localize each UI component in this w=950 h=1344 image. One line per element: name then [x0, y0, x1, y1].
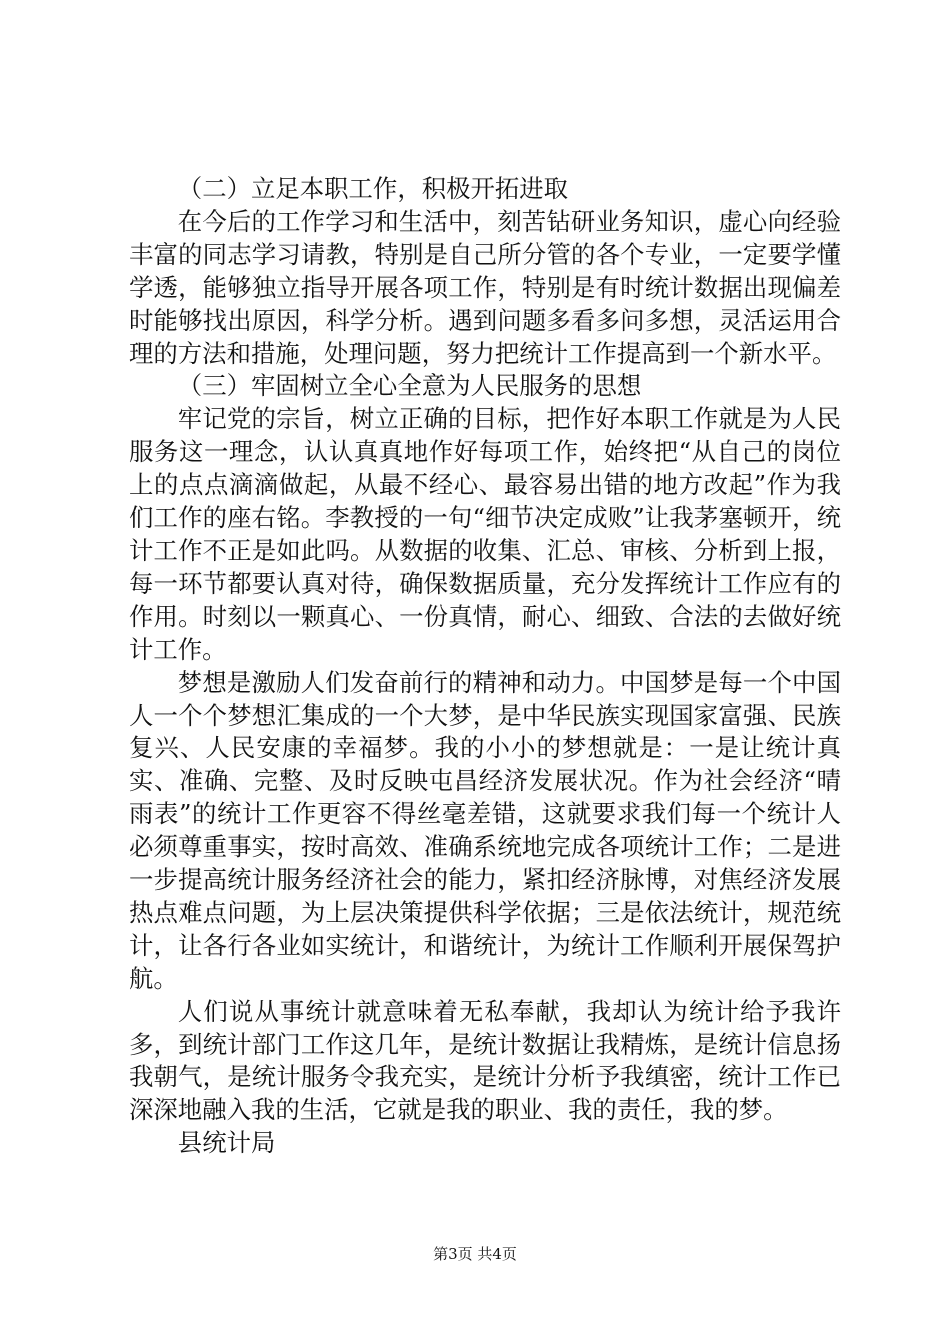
section-heading-2: （二）立足本职工作，积极开拓进取: [177, 174, 569, 203]
body-paragraph: 人们说从事统计就意味着无私奉献，我却认为统计给予我许多，到统计部门工作这几年，是统计数据让我精炼，是统计信息扬我朝气，是统计服务令我充实，是统计分析予我缜密，统计工作已深深地融入我的生活，它就是我的职业、我的责任，我的梦。: [129, 996, 841, 1125]
body-paragraph: 牢记党的宗旨，树立正确的目标，把作好本职工作就是为人民服务这一理念，认认真真地作好每项工作，始终把“从自己的岗位上的点点滴滴做起，从最不经心、最容易出错的地方改起”作为我们工作的座右铭。李教授的一句“细节决定成败”让我茅塞顿开，统计工作不正是如此吗。从数据的收集、汇总、审核、分析到上报，每一环节都要认真对待，确保数据质量，充分发挥统计工作应有的作用。时刻以一颗真心、一份真情，耐心、细致、合法的去做好统计工作。: [129, 404, 841, 664]
section-heading-3: （三）牢固树立全心全意为人民服务的思想: [177, 371, 642, 401]
body-paragraph: 在今后的工作学习和生活中，刻苦钻研业务知识，虚心向经验丰富的同志学习请教，特别是自己所分管的各个专业，一定要学懂学透，能够独立指导开展各项工作，特别是有时统计数据出现偏差时能够找出原因，科学分析。遇到问题多看多问多想，灵活运用合理的方法和措施，处理问题，努力把统计工作提高到一个新水平。: [129, 206, 841, 368]
document-body: [129, 173, 841, 1160]
page-footer: 第3页 共4页: [433, 1245, 517, 1263]
signature-line: 县统计局: [177, 1128, 276, 1158]
body-paragraph: 梦想是激励人们发奋前行的精神和动力。中国梦是每一个中国人一个个梦想汇集成的一个大梦，是中华民族实现国家富强、民族复兴、人民安康的幸福梦。我的小小的梦想就是：一是让统计真实、准确、完整、及时反映屯昌经济发展状况。作为社会经济“晴雨表”的统计工作更容不得丝毫差错，这就要求我们每一个统计人必须尊重事实，按时高效、准确系统地完成各项统计工作；二是进一步提高统计服务经济社会的能力，紧扣经济脉博，对焦经济发展热点难点问题，为上层决策提供科学依据；三是依法统计，规范统计，让各行各业如实统计，和谐统计，为统计工作顺利开展保驾护航。: [129, 667, 841, 993]
